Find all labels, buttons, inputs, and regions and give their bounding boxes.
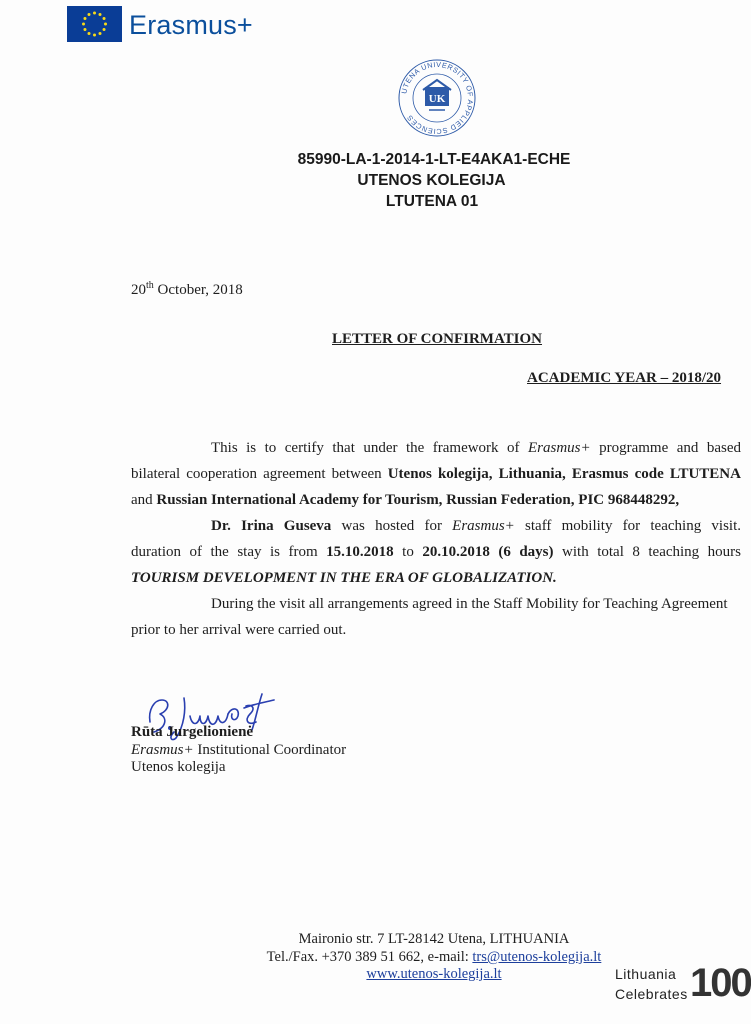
body-text: This is to certify that under the framework of bbox=[211, 440, 528, 456]
letter-date bbox=[131, 282, 243, 299]
body-bold: Utenos kolegija, Lithuania, Erasmus code LTUTENA bbox=[387, 466, 741, 482]
flag-star bbox=[83, 28, 86, 31]
flag-star bbox=[88, 13, 91, 16]
seal-center-text: UK bbox=[428, 93, 446, 105]
body-line-4 bbox=[211, 519, 741, 534]
host-name: Dr. Irina Guseva bbox=[211, 518, 332, 534]
badge-line-2: Celebrates bbox=[615, 986, 688, 1002]
end-date: 20.10.2018 (6 days) bbox=[422, 544, 554, 560]
footer-contact bbox=[0, 950, 718, 965]
footer-website bbox=[0, 967, 718, 982]
date-suffix: th bbox=[146, 280, 154, 291]
flag-star bbox=[82, 23, 85, 26]
badge-number bbox=[690, 961, 751, 1005]
body-line-3 bbox=[131, 493, 679, 508]
erasmus-logo-text: Erasmus+ bbox=[129, 10, 253, 40]
contact-prefix: Tel./Fax. +370 389 51 662, e-mail: bbox=[266, 949, 473, 965]
flag-star bbox=[83, 17, 86, 20]
body-text: with total 8 teaching hours bbox=[553, 544, 742, 560]
flag-star bbox=[103, 28, 106, 31]
flag-star bbox=[99, 13, 102, 16]
body-line-7: During the visit all arrangements agreed in the Staff Mobility for Teaching Agreement bbox=[211, 596, 728, 612]
erasmus-italic: Erasmus+ bbox=[131, 742, 194, 758]
eu-flag-icon bbox=[67, 6, 122, 42]
body-line-8: prior to her arrival were carried out. bbox=[131, 622, 347, 638]
signer-name: Rūta Jurgelionienė bbox=[131, 724, 254, 740]
erasmus-code: LTUTENA 01 bbox=[385, 193, 479, 210]
course-title: TOURISM DEVELOPMENT IN THE ERA OF GLOBALIZATION. bbox=[131, 570, 557, 586]
body-line-2 bbox=[131, 467, 741, 482]
body-bold: Russian International Academy for Tourism, Russian Federation, PIC 968448292, bbox=[156, 492, 680, 508]
body-text: programme and based bbox=[590, 440, 742, 456]
date-rest: October, 2018 bbox=[153, 282, 243, 298]
university-seal-icon bbox=[397, 58, 477, 138]
academic-year: ACADEMIC YEAR – 2018/20 bbox=[527, 370, 722, 386]
body-line-5 bbox=[131, 545, 741, 560]
flag-star bbox=[103, 17, 106, 20]
body-line-1 bbox=[211, 441, 741, 456]
body-text: bilateral cooperation agreement between bbox=[131, 466, 388, 482]
erasmus-italic: Erasmus+ bbox=[528, 440, 591, 456]
body-text: and bbox=[131, 492, 157, 508]
flag-star bbox=[104, 23, 107, 26]
erasmus-italic: Erasmus+ bbox=[452, 518, 515, 534]
badge-line-1: Lithuania bbox=[615, 966, 677, 982]
role-text: Institutional Coordinator bbox=[193, 742, 347, 758]
seal-ring-text: UTENA UNIVERSITY OF APPLIED SCIENCES bbox=[399, 59, 476, 137]
website-link[interactable]: www.utenos-kolegija.lt bbox=[366, 966, 502, 982]
flag-star bbox=[93, 12, 96, 15]
body-text: staff mobility for teaching visit. bbox=[514, 518, 742, 534]
body-text: duration of the stay is from bbox=[131, 544, 327, 560]
signer-organization: Utenos kolegija bbox=[131, 759, 226, 775]
flag-star bbox=[99, 32, 102, 35]
signer-role bbox=[131, 742, 346, 759]
letter-title: LETTER OF CONFIRMATION bbox=[332, 331, 543, 347]
badge-number-text: 100 bbox=[690, 961, 751, 1005]
email-link[interactable]: trs@utenos-kolegija.lt bbox=[472, 949, 602, 965]
agreement-code: 85990-LA-1-2014-1-LT-E4AKA1-ECHE bbox=[297, 151, 571, 168]
body-text: to bbox=[393, 544, 423, 560]
flag-star bbox=[88, 32, 91, 35]
flag-star bbox=[93, 34, 96, 37]
start-date: 15.10.2018 bbox=[326, 544, 394, 560]
college-name: UTENOS KOLEGIJA bbox=[357, 172, 506, 189]
footer-address: Maironio str. 7 LT-28142 Utena, LITHUANIA bbox=[298, 931, 570, 947]
body-text: was hosted for bbox=[331, 518, 453, 534]
date-day: 20 bbox=[131, 282, 146, 298]
